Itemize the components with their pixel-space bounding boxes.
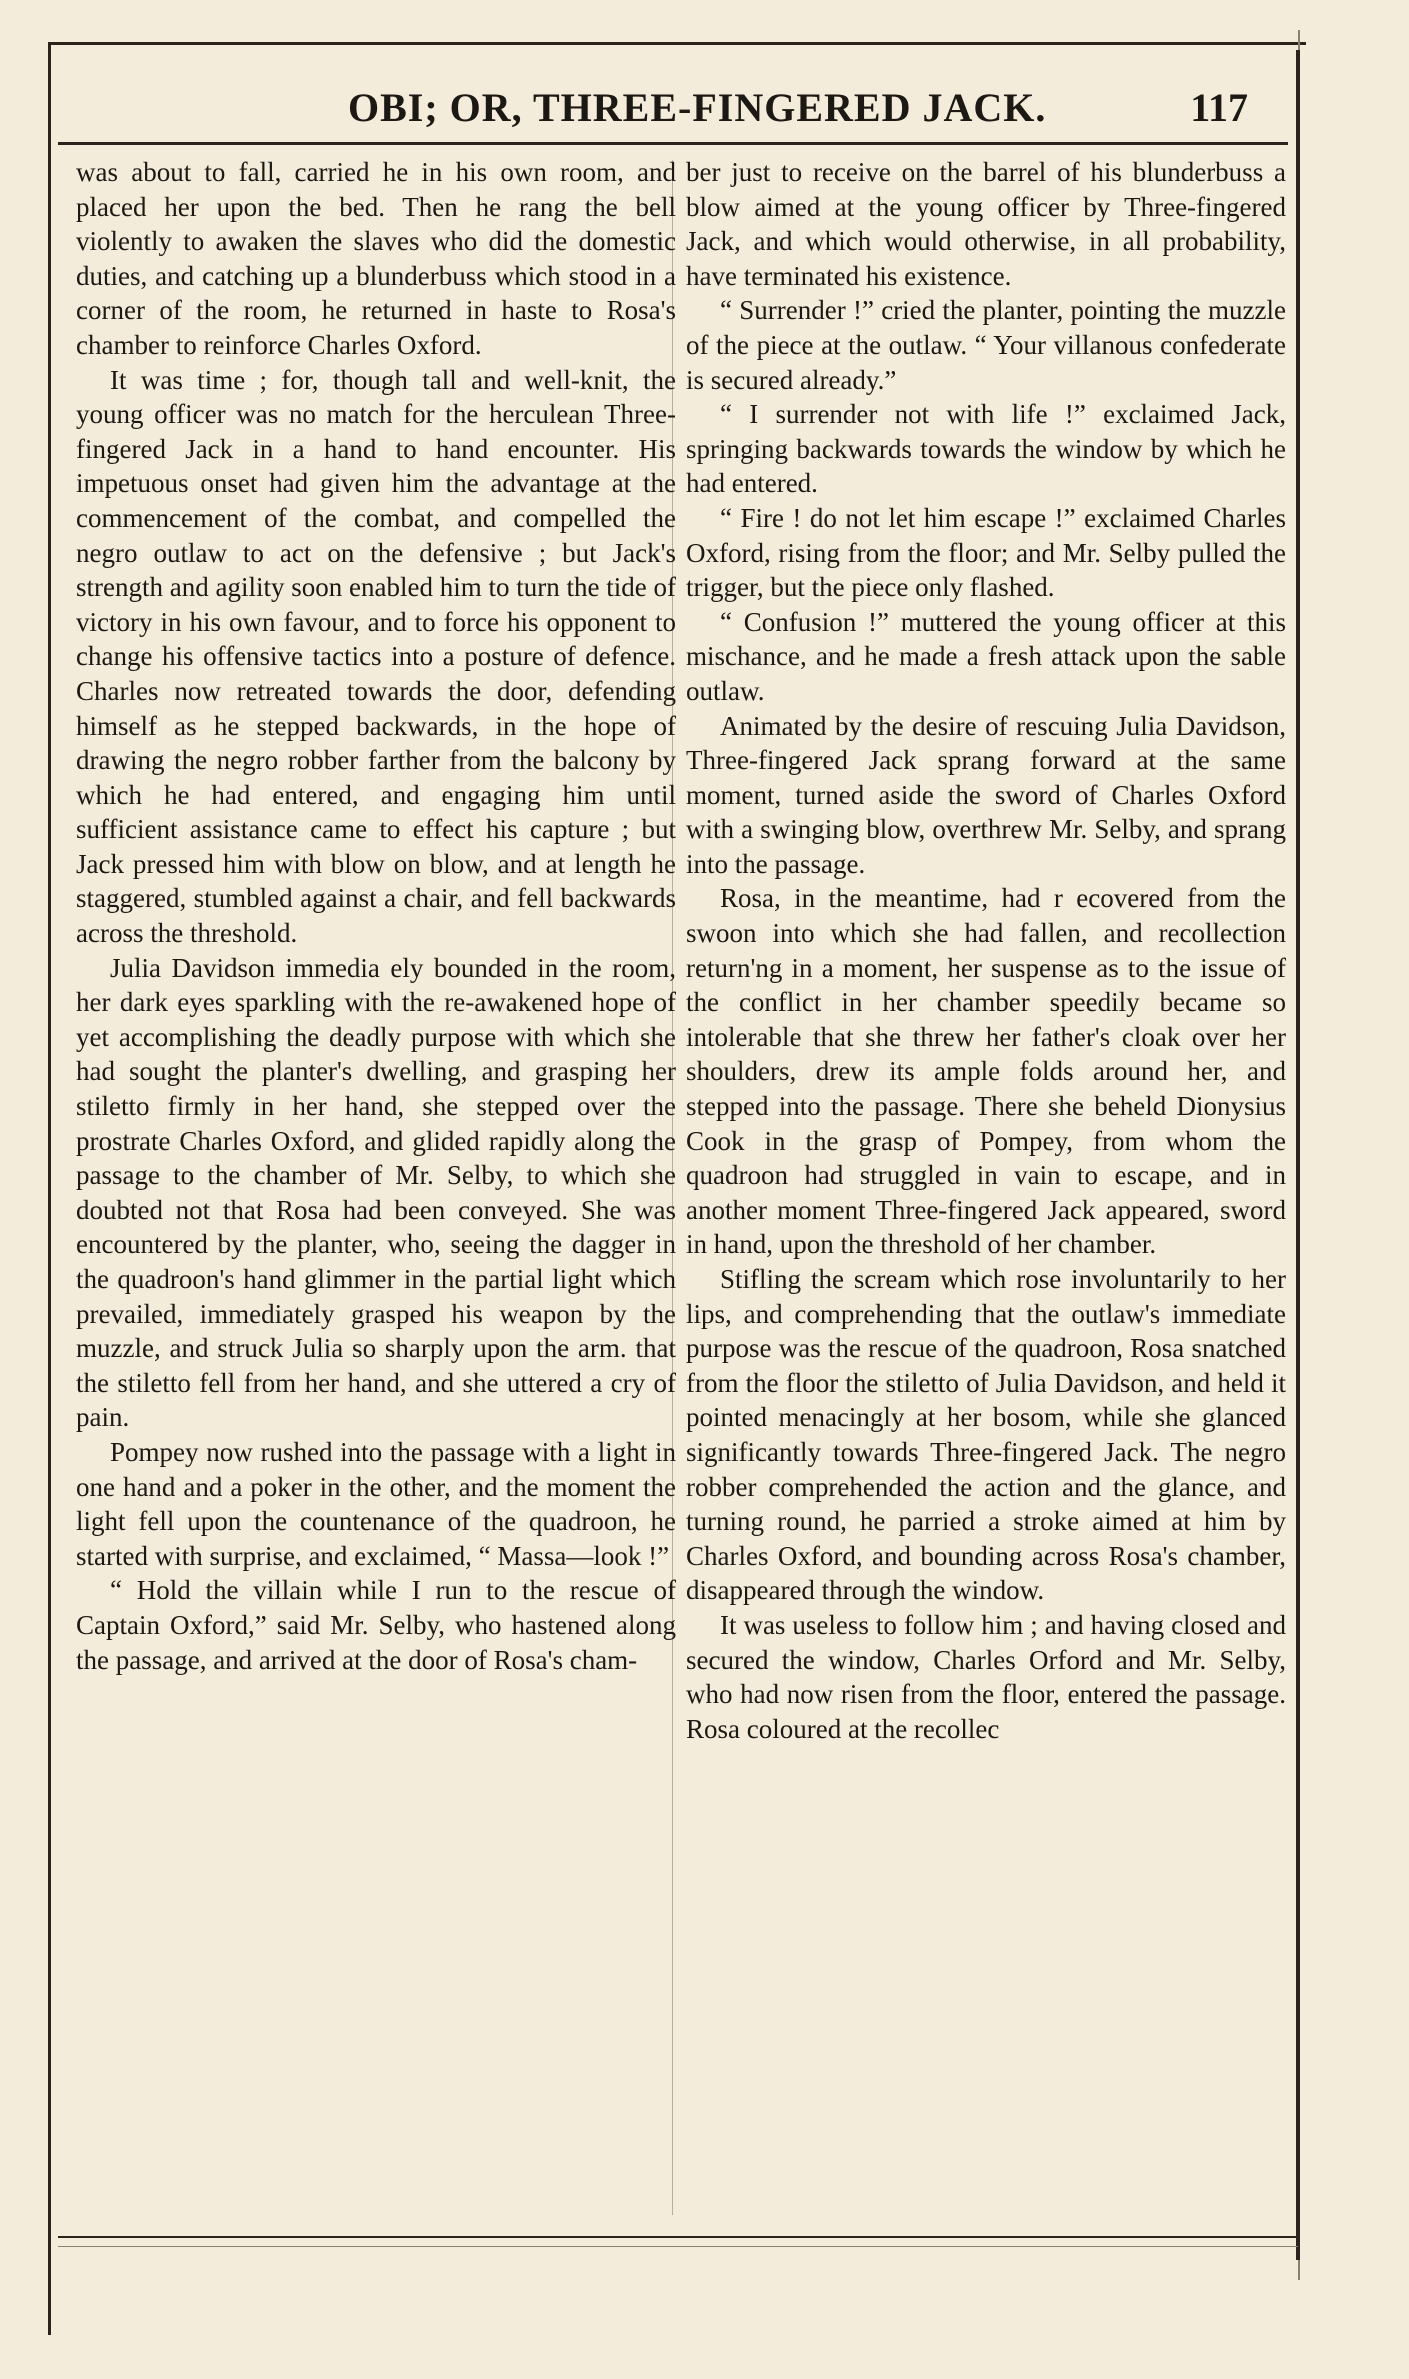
page-header: [58, 72, 1288, 145]
paragraph: “ Fire ! do not let him escape !” exclaimed Charles Oxford, rising from the floor; and Mr. Selby pulled the trigger, but the piece only flashed.: [686, 502, 1286, 603]
paragraph: Rosa, in the meantime, had r ecovered from the swoon into which she had fallen, and recollection return'ng in a moment, her suspense as to the issue of the conflict in her chamber speedily became so intolerable that she threw her father's cloak over her shoulders, drew its ample folds around her, and stepped into the passage. There she beheld Dionysius Cook in the grasp of Pompey, from whom the quadroon had struggled in vain to escape, and in another moment Three-fingered Jack appeared, sword in hand, upon the threshold of her chamber.: [686, 883, 1286, 1260]
paragraph: Animated by the desire of rescuing Julia Davidson, Three-fingered Jack sprang forward at the same moment, turned aside the sword of Charles Oxford with a swinging blow, overthrew Mr. Selby, and sprang into the passage.: [686, 710, 1286, 879]
left-column: [76, 155, 676, 1677]
paragraph: It was time ; for, though tall and well-knit, the young officer was no match for the herculean Three-fingered Jack in a hand to hand encounter. His impetuous onset had given him the advantage at the commencement of the combat, and compelled the negro outlaw to act on the defensive ; but Jack's strength and agility soon enabled him to turn the tide of victory in his own favour, and to force his opponent to change his offensive tactics into a posture of defence. Charles now retreated towards the door, defending himself as he stepped backwards, in the hope of drawing the negro robber farther from the balcony by which he had entered, and engaging him until sufficient assistance came to effect his capture ; but Jack pressed him with blow on blow, and at length he staggered, stumbled against a chair, and fell backwards across the threshold.: [76, 364, 676, 949]
paragraph: “ Confusion !” muttered the young officer at this mischance, and he made a fresh attack upon the sable outlaw.: [686, 606, 1286, 706]
paragraph: Stifling the scream which rose involuntarily to her lips, and comprehending that the outlaw's immediate purpose was the rescue of the quadroon, Rosa snatched from the floor the stiletto of Julia Davidson, and held it pointed menacingly at her bosom, while she glanced significantly towards Three-fingered Jack. The negro robber comprehended the action and the glance, and turning round, he parried a stroke aimed at him by Charles Oxford, and bounding across Rosa's chamber, disappeared through the window.: [686, 1264, 1286, 1606]
bottom-rule-thin: [58, 2246, 1298, 2247]
right-border-rule: [1296, 50, 1300, 2260]
running-head: OBI; OR, THREE-FINGERED JACK.: [348, 85, 1047, 130]
paragraph: Pompey now rushed into the passage with a light in one hand and a poker in the other, and the moment the light fell upon the countenance of the quadroon, he started with surprise, and exclaimed, “ Massa—look !”: [76, 1436, 676, 1571]
bottom-rule: [58, 2236, 1298, 2238]
paragraph: “ Hold the villain while I run to the rescue of Captain Oxford,” said Mr. Selby, who hastened along the passage, and arrived at the door of Rosa's cham-: [76, 1575, 676, 1675]
paragraph: It was useless to follow him ; and having closed and secured the window, Charles Orford and Mr. Selby, who had now risen from the floor, entered the passage. Rosa coloured at the recollec: [686, 1609, 1286, 1744]
right-column: [686, 155, 1286, 1746]
paragraph: “ Surrender !” cried the planter, pointing the muzzle of the piece at the outlaw. “ Your villanous confederate is secured already.”: [686, 295, 1286, 395]
paragraph: ber just to receive on the barrel of his blunderbuss a blow aimed at the young officer by Three-fingered Jack, and which would otherwise, in all probability, have terminated his existence.: [686, 157, 1286, 291]
paragraph: “ I surrender not with life !” exclaimed Jack, springing backwards towards the window by which he had entered.: [686, 399, 1286, 499]
paragraph: was about to fall, carried he in his own room, and placed her upon the bed. Then he rang the bell violently to awaken the slaves who did the domestic duties, and catching up a blunderbuss which stood in a corner of the room, he returned in haste to Rosa's chamber to reinforce Charles Oxford.: [76, 157, 676, 360]
paragraph: Julia Davidson immedia ely bounded in the room, her dark eyes sparkling with the re-awakened hope of yet accomplishing the deadly purpose with which she had sought the planter's dwelling, and grasping her stiletto firmly in her hand, she stepped over the prostrate Charles Oxford, and glided rapidly along the passage to the chamber of Mr. Selby, to which she doubted not that Rosa had been conveyed. She was encountered by the planter, who, seeing the dagger in the quadroon's hand glimmer in the partial light which prevailed, immediately grasped his weapon by the muzzle, and struck Julia so sharply upon the arm. that the stiletto fell from her hand, and she uttered a cry of pain.: [76, 952, 676, 1433]
page-number: 117: [1190, 85, 1248, 130]
